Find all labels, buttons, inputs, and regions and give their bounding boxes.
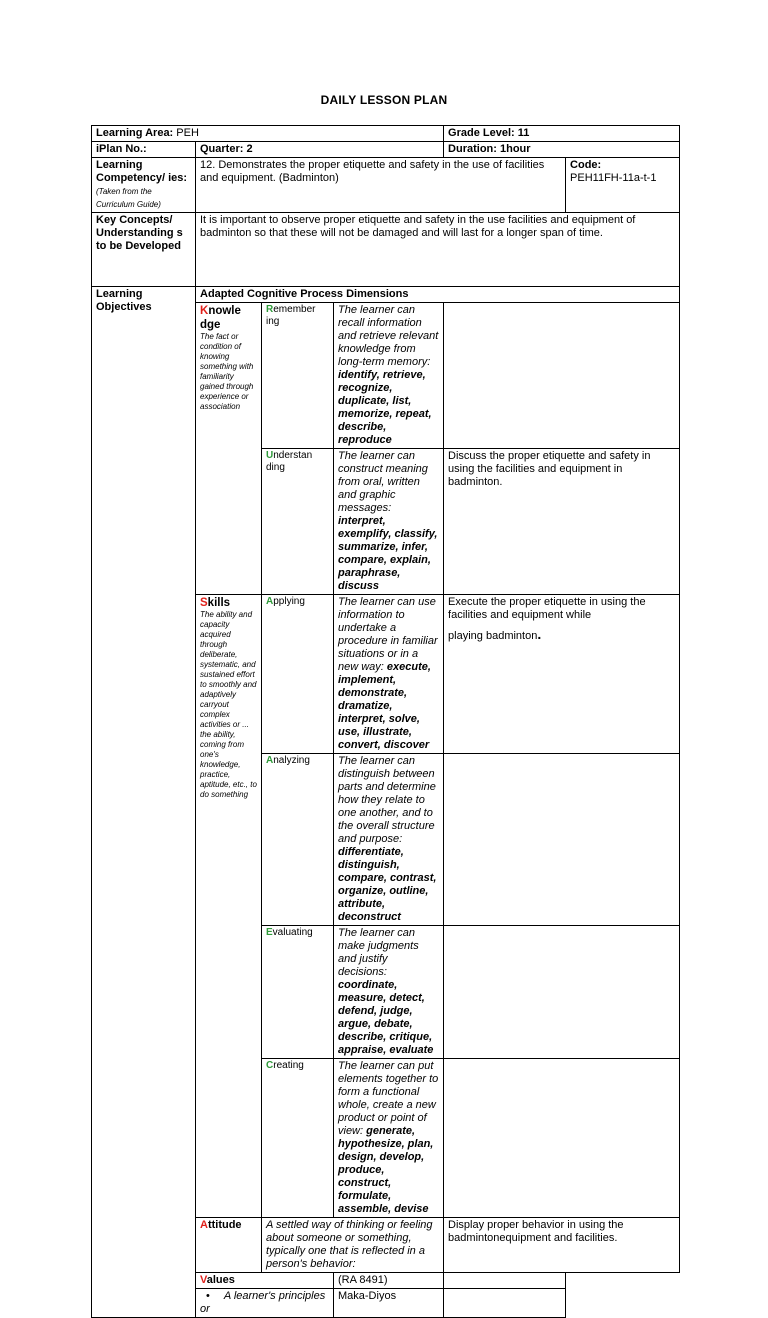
analyzing-label: Analyzing: [262, 754, 334, 926]
applying-objective: Execute the proper etiquette in using the facilities and equipment while playing badminton.: [444, 595, 680, 754]
code-cell: [566, 158, 680, 213]
code-label: Code:: [570, 159, 602, 171]
learning-area-cell: [92, 126, 444, 142]
values-ra: (RA 8491): [334, 1273, 444, 1289]
creating-label: Creating: [262, 1059, 334, 1218]
grade-level: Grade Level: 11: [444, 126, 680, 142]
evaluating-desc: The learner can make judgments and justify decisions: coordinate, measure, detect, defend, judge, argue, debate, describe, critique, appraise, evaluate: [334, 926, 444, 1059]
attitude-label: Attitude: [196, 1218, 262, 1273]
evaluating-label: Evaluating: [262, 926, 334, 1059]
values-label: Values: [196, 1273, 334, 1289]
creating-objective: [444, 1059, 680, 1218]
competency-label-note: (Taken from the Curriculum Guide): [96, 187, 161, 209]
iplan-label: iPlan No.:: [92, 142, 196, 158]
creating-desc: The learner can put elements together to form a functional whole, create a new product or point of view: generate, hypothesize, plan, design, develop, produce, construct, formulate, assemble, devise: [334, 1059, 444, 1218]
quarter: Quarter: 2: [196, 142, 444, 158]
learning-area-label: Learning Area:: [96, 127, 174, 139]
understanding-desc: The learner can construct meaning from oral, written and graphic messages: interpret, exemplify, classify, summarize, infer, compare, explain, paraphrase, discuss: [334, 449, 444, 595]
understanding-objective: Discuss the proper etiquette and safety in using the facilities and equipment in badminton.: [444, 449, 680, 595]
remembering-objective: [444, 303, 680, 449]
skills-cell: [196, 595, 262, 1218]
values-maka-diyos: Maka-Diyos: [334, 1289, 444, 1318]
knowledge-title: Knowle dge: [200, 305, 241, 331]
dimensions-header: Adapted Cognitive Process Dimensions: [196, 287, 680, 303]
key-concepts-text: It is important to observe proper etiquette and safety in the use facilities and equipment of badminton so that these will not be damaged and will last for a longer span of time.: [196, 213, 680, 287]
analyzing-objective: [444, 754, 680, 926]
skills-title: Skills: [200, 597, 231, 609]
evaluating-objective: [444, 926, 680, 1059]
understanding-label: Understan ding: [262, 449, 334, 595]
lesson-plan-table: [91, 125, 680, 1318]
attitude-objective: Display proper behavior in using the badmintonequipment and facilities.: [444, 1218, 680, 1273]
row-iplan: [92, 142, 680, 158]
row-key-concepts: [92, 213, 680, 287]
applying-desc: The learner can use information to undertake a procedure in familiar situations or in a new way: execute, implement, demonstrate, dramatize, interpret, solve, use, illustrate, convert, discover: [334, 595, 444, 754]
competency-label-cell: [92, 158, 196, 213]
applying-label: Applying: [262, 595, 334, 754]
page-title: DAILY LESSON PLAN: [320, 93, 448, 107]
competency-text: 12. Demonstrates the proper etiquette and safety in the use of facilities and equipment. (Badminton): [196, 158, 566, 213]
row-objectives-header: [92, 287, 680, 303]
values-empty-2: [444, 1289, 566, 1318]
knowledge-cell: [196, 303, 262, 595]
knowledge-desc: The fact or condition of knowing something with familiarity gained through experience or association: [200, 332, 254, 411]
row-competency: [92, 158, 680, 213]
analyzing-desc: The learner can distinguish between parts and determine how they relate to one another, and to the overall structure and purpose: differentiate, distinguish, compare, contrast, organize, outline, attribute, deconstruct: [334, 754, 444, 926]
remembering-label: Remember ing: [262, 303, 334, 449]
duration: Duration: 1hour: [444, 142, 680, 158]
skills-desc: The ability and capacity acquired through deliberate, systematic, and sustained effort to smoothly and adaptively carryout complex activities or ... the ability, coming from one's knowledge, practice, aptitude, etc., to do something: [200, 610, 257, 799]
row-learning-area: [92, 126, 680, 142]
values-desc: • A learner's principles or: [196, 1289, 334, 1318]
attitude-desc: A settled way of thinking or feeling about someone or something, typically one that is reflected in a person's behavior:: [262, 1218, 444, 1273]
code-value: PEH11FH-11a-t-1: [570, 172, 657, 184]
remembering-desc: The learner can recall information and retrieve relevant knowledge from long-term memory: identify, retrieve, recognize, duplicate, list, memorize, repeat, describe, reproduce: [334, 303, 444, 449]
learning-objectives-label: Learning Objectives: [92, 287, 196, 1318]
competency-label: Learning Competency/ ies:: [96, 159, 188, 184]
key-concepts-label: Key Concepts/ Understanding s to be Developed: [92, 213, 196, 287]
values-empty-1: [444, 1273, 566, 1289]
learning-area-value: PEH: [176, 127, 199, 139]
